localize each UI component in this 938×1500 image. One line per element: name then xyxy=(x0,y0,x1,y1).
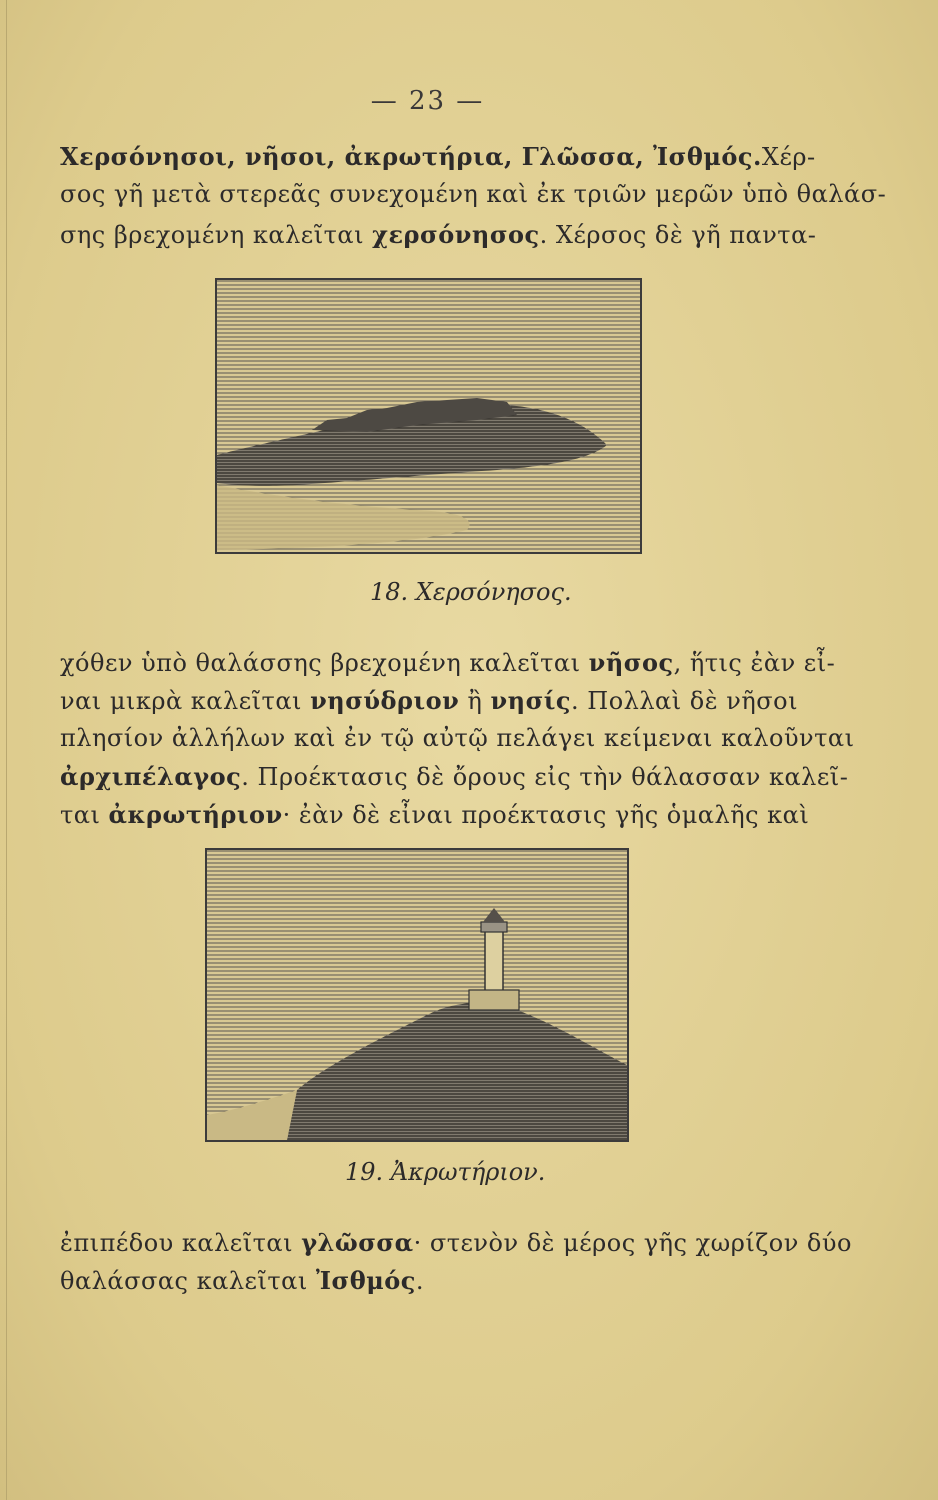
text-fragment: ναι μικρὰ καλεῖται xyxy=(60,687,302,715)
text-fragment: . Πολλαὶ δὲ νῆσοι xyxy=(571,687,798,715)
text-fragment: · στενὸν δὲ μέρος γῆς χωρίζον δύο xyxy=(413,1229,852,1257)
term-isthmos: Ἰσθμός xyxy=(315,1266,416,1295)
text-line-3 xyxy=(60,220,816,249)
text-fragment: Χέρ- xyxy=(761,143,816,171)
text-fragment: · ἐὰν δὲ εἶναι προέκτασις γῆς ὁμαλῆς καὶ xyxy=(282,801,810,829)
text-line-6: πλησίον ἀλλήλων καὶ ἐν τῷ αὐτῷ πελάγει κείμεναι καλοῦνται xyxy=(60,724,855,752)
text-fragment: θαλάσσας καλεῖται xyxy=(60,1267,308,1295)
term-nisydrion: νησύδριον xyxy=(310,686,460,715)
term-nisis: νησίς xyxy=(490,686,571,715)
text-fragment: . xyxy=(415,1267,425,1295)
text-fragment: , ἥτις ἐὰν εἶ- xyxy=(673,649,836,677)
page-edge xyxy=(6,0,7,1500)
figure-18-caption: 18. Χερσόνησος. xyxy=(370,578,572,606)
term-chersonesos: χερσόνησος xyxy=(372,220,540,249)
text-fragment: ἐπιπέδου καλεῖται xyxy=(60,1229,294,1257)
text-line-2: σος γῆ μετὰ στερεᾶς συνεχομένη καὶ ἐκ τριῶν μερῶν ὑπὸ θαλάσ- xyxy=(60,180,887,208)
text-line-1 xyxy=(60,142,816,171)
term-archipelagos: ἀρχιπέλαγος xyxy=(60,762,242,791)
figure-19-caption: 19. Ἀκρωτήριον. xyxy=(345,1158,546,1186)
page-number: — 23 — xyxy=(370,86,485,116)
text-line-10 xyxy=(60,1266,424,1295)
text-line-4 xyxy=(60,648,835,677)
term-akrotirion: ἀκρωτήριον xyxy=(108,800,283,829)
text-fragment: ται xyxy=(60,801,101,829)
text-fragment: ἢ xyxy=(467,687,483,715)
term-nisos: νῆσος xyxy=(588,648,674,677)
text-fragment: χόθεν ὑπὸ θαλάσσης βρεχομένη καλεῖται xyxy=(60,649,581,677)
text-line-7 xyxy=(60,762,848,791)
text-line-5 xyxy=(60,686,798,715)
text-line-9 xyxy=(60,1228,852,1257)
text-line-8 xyxy=(60,800,809,829)
term-glossa: γλῶσσα xyxy=(301,1228,414,1257)
text-fragment: . Χέρσος δὲ γῆ παντα- xyxy=(539,221,817,249)
heading-bold-terms: Χερσόνησοι, νῆσοι, ἀκρωτήρια, Γλῶσσα, Ἰσθμός. xyxy=(60,142,762,171)
figure-18-peninsula-engraving xyxy=(215,278,642,554)
figure-19-cape-engraving xyxy=(205,848,629,1142)
text-fragment: σης βρεχομένη καλεῖται xyxy=(60,221,365,249)
text-fragment: . Προέκτασις δὲ ὄρους εἰς τὴν θάλασσαν καλεῖ- xyxy=(241,763,849,791)
